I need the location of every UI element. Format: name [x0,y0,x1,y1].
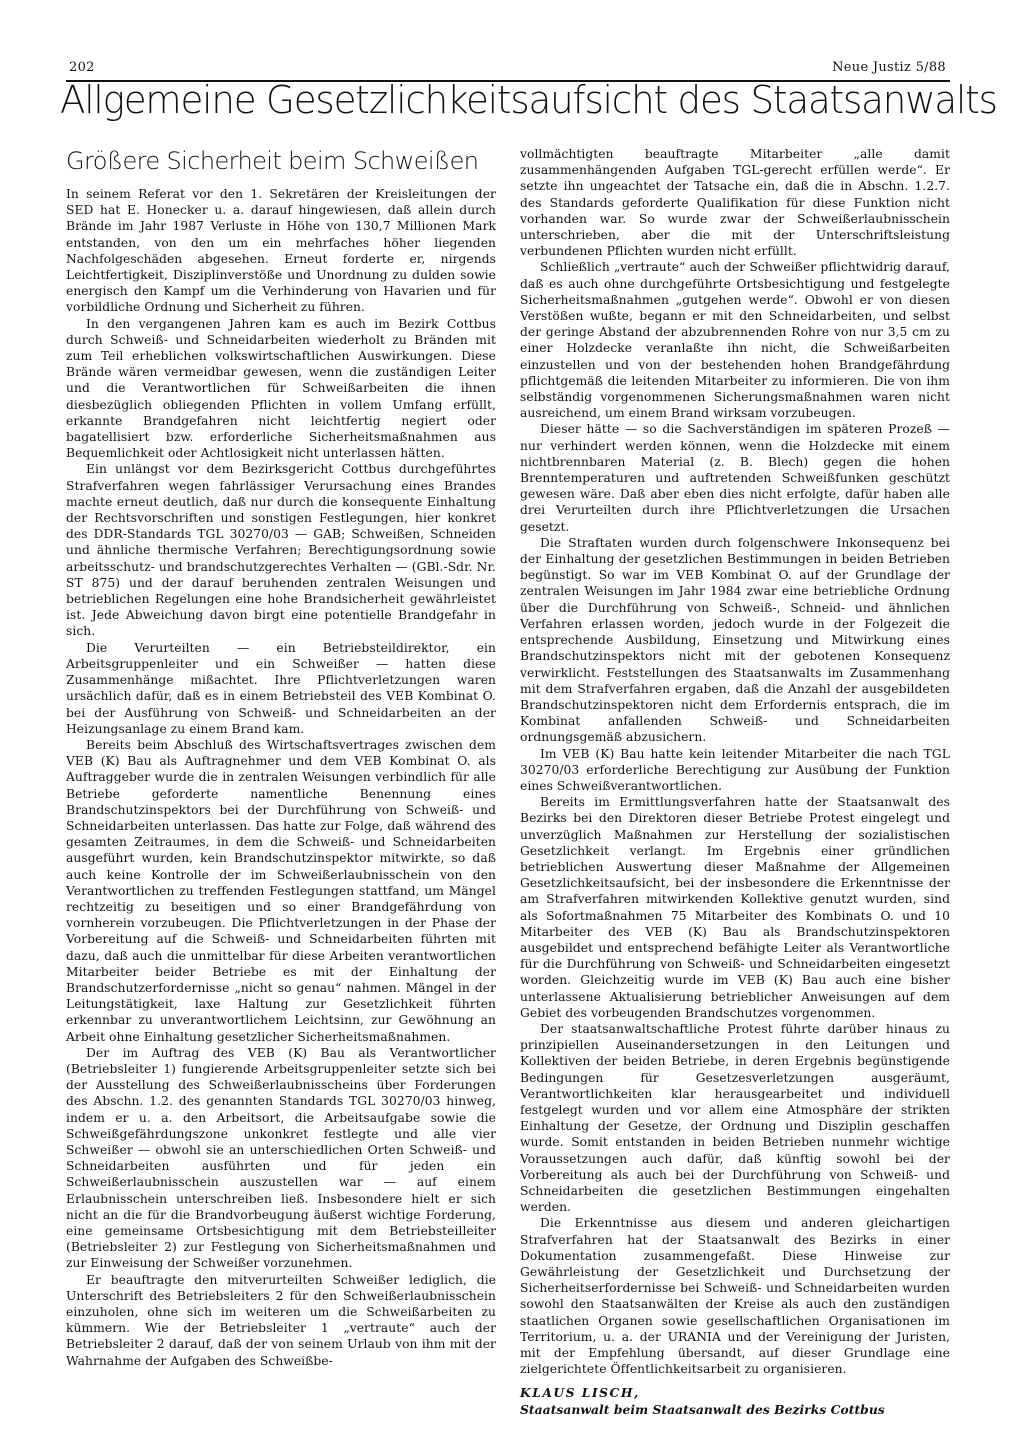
paragraph: Der im Auftrag des VEB (K) Bau als Verantwortlicher (Betriebsleiter 1) fungierende Arbeitsgruppenleiter setzte sich bei der Ausstellung des Schweißerlaubnisscheins über Forderungen des Abschn. 1.2. des genannten Standards TGL 30270/03 hinweg, indem er u. a. den Arbeitsort, die Arbeitsaufgabe sowie die Schweißgefährdungszone unkonkret festlegte und alle vier Schweißer — obwohl sie an unterschiedlichen Orten Schweiß- und Schneidarbeiten ausführten und für jeden ein Schweißerlaubnisschein auszustellen war — auf einem Erlaubnisschein unterschreiben ließ. Insbesondere hielt er sich nicht an die für die Brandvorbeugung äußerst wichtige Forderung, eine gemeinsame Ortsbesichtigung mit dem Betriebsteilleiter (Betriebsleiter 2) zur Festlegung von Sicherheitsmaßnahmen und zur Einweisung der Schweißer vorzunehmen. [66,1045,496,1271]
paragraph: Bereits im Ermittlungsverfahren hatte der Staatsanwalt des Bezirks bei den Direktoren dieser Betriebe Protest eingelegt und unverzüglich Maßnahmen zur Herstellung der sozialistischen Gesetzlichkeit verlangt. Im Ergebnis einer gründlichen betrieblichen Auswertung dieser Maßnahme der Allgemeinen Gesetzlichkeitsaufsicht, bei der insbesondere die Erkenntnisse der am Strafverfahren mitwirkenden Kollektive genutzt wurden, sind als Sofortmaßnahmen 75 Mitarbeiter des Kombinats O. und 10 Mitarbeiter des VEB (K) Bau als Brandschutzinspektoren ausgebildet und entsprechend befähigte Leiter als Verantwortliche für die Durchführung von Schweiß- und Schneidarbeiten eingesetzt worden. Gleichzeitig wurde im VEB (K) Bau auch eine bisher unterlassene Aktualisierung betrieblicher Anweisungen auf dem Gebiet des vorbeugenden Brandschutzes vorgenommen. [520,795,950,1020]
paragraph: Bereits beim Abschluß des Wirtschaftsvertrages zwischen dem VEB (K) Bau als Auftragnehmer und dem VEB Kombinat O. als Auftraggeber wurde die in zentralen Weisungen verbindlich für alle Betriebe geforderte namentliche Benennung eines Brandschutzinspektors bei der Durchführung von Schweiß- und Schneidarbeiten unterlassen. Das hatte zur Folge, daß während des gesamten Zeitraumes, in dem die Schweiß- und Schneidarbeiten ausgeführt wurden, kein Brandschutzinspektor mitwirkte, so daß auch keine Kontrolle der im Schweißerlaubnisschein von den Verantwortlichen zu treffenden Festlegungen stattfand, um Mängel rechtzeitig zu beseitigen und so einer Brandgefährdung von vornherein vorzubeugen. Die Pflichtverletzungen in der Phase der Vorbereitung auf die Schweiß- und Schneidarbeiten führten mit dazu, daß auch die unmittelbar für diese Arbeiten verantwortlichen Mitarbeiter beider Betriebe es mit der Einhaltung der Brandschutzerfordernisse „nicht so genau“ nahmen. Mängel in der Leitungstätigkeit, laxe Haltung zur Gesetzlichkeit führten erkennbar zu unverantwortlichem Leichtsinn, zur Gewöhnung an Arbeit ohne Einhaltung gesetzlicher Sicherheitsmaßnahmen. [66,737,496,1044]
paragraph: Dieser hätte — so die Sachverständigen im späteren Prozeß — nur verhindert werden können, wenn die Holzdecke mit einem nichtbrennbaren Material (z. B. Blech) gegen die hohen Brenntemperaturen und auftretenden Schweißfunken geschützt gewesen wäre. Daß aber eben dies nicht erfolgte, dafür haben alle drei Verurteilten durch ihre Pflichtverletzungen die Ursachen gesetzt. [520,422,950,534]
paragraph: Schließlich „vertraute“ auch der Schweißer pflichtwidrig darauf, daß es auch ohne durchgeführte Ortsbesichtigung und festgelegte Sicherheitsmaßnahmen „gutgehen werde“. Obwohl er von diesen Verstößen wußte, begann er mit den Schneidarbeiten, und selbst der geringe Abstand der abzubrennenden Rohre von nur 3,5 cm zu einer Holzdecke veranlaßte ihn nicht, die Schweißarbeiten einzustellen und von der bestehenden hohen Brandgefährdung pflichtgemäß die leitenden Mitarbeiter zu informieren. Die von ihm selbständig vorgenommenen Sicherungsmaßnahmen waren nicht ausreichend, um einem Brand wirksam vorzubeugen. [520,260,950,421]
author-signature [520,1385,950,1417]
section-title: Allgemeine Gesetzlichkeitsaufsicht des Staatsanwalts [60,78,997,123]
left-column [66,146,496,1369]
author-role: Staatsanwalt beim Staatsanwalt des Bezirks Cottbus [520,1401,885,1417]
page-number: 202 [69,60,95,75]
paragraph: Ein unlängst vor dem Bezirksgericht Cottbus durchgeführtes Strafverfahren wegen fahrlässiger Verursachung eines Brandes machte erneut deutlich, daß nur durch die konsequente Einhaltung der Rechtsvorschriften und sonstigen Festlegungen, hier konkret des DDR-Standards TGL 30270/03 — GAB; Schweißen, Schneiden und ähnliche thermische Verfahren; Berechtigungsordnung sowie arbeitsschutz- und brandschutzgerechtes Verhalten — (GBl.-Sdr. Nr. ST 875) und der darauf beruhenden zentralen Weisungen und betrieblichen Regelungen eine hohe Brandsicherheit gewährleistet ist. Jede Abweichung davon birgt eine potentielle Brandgefahr in sich. [66,462,496,639]
paragraph: Der staatsanwaltschaftliche Protest führte darüber hinaus zu prinzipiellen Auseinandersetzungen in den Leitungen und Kollektiven der beiden Betriebe, in deren Ergebnis begünstigende Bedingungen für Gesetzesverletzungen ausgeräumt, Verantwortlichkeiten klar herausgearbeitet und individuell festgelegt wurden und vor allem eine Atmosphäre der strikten Einhaltung der Gesetze, der Ordnung und Disziplin geschaffen wurde. Somit entstanden in beiden Betrieben nunmehr wichtige Voraussetzungen auch dafür, daß künftig sowohl bei der Vorbereitung als auch bei der Durchführung von Schweiß- und Schneidarbeiten die gesetzlichen Bestimmungen eingehalten werden. [520,1021,950,1215]
paragraph: Im VEB (K) Bau hatte kein leitender Mitarbeiter die nach TGL 30270/03 erforderliche Berechtigung zur Ausübung der Funktion eines Schweißverantwortlichen. [520,746,950,793]
paragraph: Die Straftaten wurden durch folgenschwere Inkonsequenz bei der Einhaltung der gesetzlichen Bestimmungen in beiden Betrieben begünstigt. So war im VEB Kombinat O. auf der Grundlage der zentralen Weisungen im Jahr 1984 zwar eine betriebliche Ordnung über die Durchführung von Schweiß-, Schneid- und ähnlichen Verfahren erlassen worden, jedoch wurde in der Folgezeit die entsprechende Ausbildung, Einsetzung und Mitwirkung eines Brandschutzinspektors nicht mit der gebotenen Konsequenz verwirklicht. Feststellungen des Staatsanwalts im Zusammenhang mit dem Strafverfahren ergaben, daß die Anzahl der ausgebildeten Brandschutzinspektoren nicht dem Erfordernis entsprach, die im Kombinat anfallenden Schweiß- und Schneidarbeiten ordnungsgemäß abzusichern. [520,535,950,745]
author-name: KLAUS LISCH, [520,1385,640,1401]
paragraph: Die Verurteilten — ein Betriebsteildirektor, ein Arbeitsgruppenleiter und ein Schweißer — hatten diese Zusammenhänge mißachtet. Ihre Pflichtverletzungen waren ursächlich dafür, daß es in einem Betriebsteil des VEB Kombinat O. bei der Ausführung von Schweiß- und Schneidarbeiten an der Heizungsanlage zu einem Brand kam. [66,640,496,736]
paragraph: Die Erkenntnisse aus diesem und anderen gleichartigen Strafverfahren hat der Staatsanwalt des Bezirks in einer Dokumentation zusammengefaßt. Diese Hinweise zur Gewährleistung der Gesetzlichkeit und Durchsetzung der Sicherheitserfordernisse bei Schweiß- und Schneidarbeiten wurden sowohl den Staatsanwälten der Kreise als auch den zuständigen staatlichen Organen sowie gesellschaftlichen Organisationen im Territorium, u. a. der URANIA und der Vereinigung der Juristen, mit der Empfehlung übersandt, auf dieser Grundlage eine zielgerichtete Öffentlichkeitsarbeit zu organisieren. [520,1216,950,1377]
paragraph: In den vergangenen Jahren kam es auch im Bezirk Cottbus durch Schweiß- und Schneidarbeiten wiederholt zu Bränden mit zum Teil erheblichen volkswirtschaftlichen Auswirkungen. Diese Brände wären vermeidbar gewesen, wenn die zuständigen Leiter und die Verantwortlichen für Schweißarbeiten die ihnen diesbezüglich obliegenden Pflichten in vollem Umfang erfüllt, erkannte Brandgefahren nicht leichtfertig negiert oder bagatellisiert bzw. erforderliche Sicherheitsmaßnahmen aus Bequemlichkeit oder Achtlosigkeit nicht unterlassen hätten. [66,316,496,461]
article-title: Größere Sicherheit beim Schweißen [66,147,479,175]
paragraph: In seinem Referat vor den 1. Sekretären der Kreisleitungen der SED hat E. Honecker u. a. darauf hingewiesen, daß allein durch Brände im Jahr 1987 Verluste in Höhe von 130,7 Millionen Mark entstanden, von den um ein mehrfaches höher liegenden Nachfolgeschäden abgesehen. Erneut forderte er, nirgends Leichtfertigkeit, Disziplinverstöße und Unordnung zu dulden sowie energisch den Kampf um die Verhinderung von Havarien und für vorbildliche Ordnung und Sicherheit zu führen. [66,187,496,315]
paragraph: Er beauftragte den mitverurteilten Schweißer lediglich, die Unterschrift des Betriebsleiters 2 für den Schweißerlaubnisschein einzuholen, ohne sich im weiteren um die Schweißarbeiten zu kümmern. Wie der Betriebsleiter 1 „vertraute“ auch der Betriebsleiter 2 darauf, daß der von seinem Urlaub von ihm mit der Wahrnahme der Aufgaben des Schweißbe- [66,1272,496,1368]
right-column [520,146,950,1418]
paragraph: vollmächtigten beauftragte Mitarbeiter „alle damit zusammenhängenden Aufgaben TGL-gerecht erfüllen werde“. Er setzte ihn ungeachtet der Tatsache ein, daß die in Abschn. 1.2.7. des Standards geforderte Qualifikation für diese Funktion nicht vorhanden war. So wurde zwar der Schweißerlaubnisschein unterschrieben, aber die mit der Unterschriftsleistung verbundenen Pflichten wurden nicht erfüllt. [520,147,950,259]
journal-issue: Neue Justiz 5/88 [832,60,946,75]
